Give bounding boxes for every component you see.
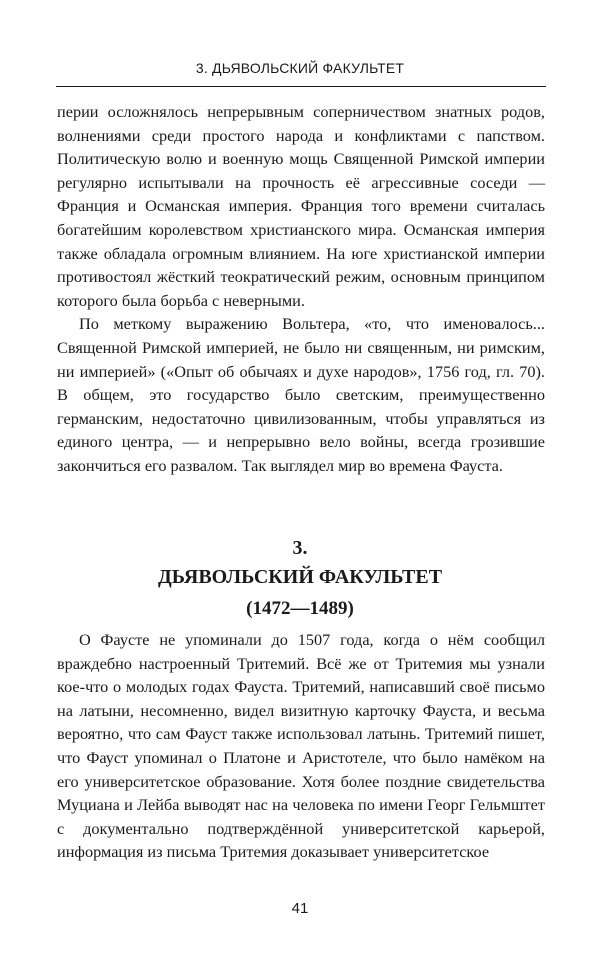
- chapter-number: 3.: [292, 537, 308, 559]
- paragraph-continuation: перии осложнялось непрерывным соперничеством знатных родов, волнениями среди простого народа и конфликтами с папством. Политическую волю и военную мощь Священной Римской империи регулярно испытывали на прочность её агрессивные соседи — Франция и Османская империя. Франция того времени считалась богатейшим королевством христианского мира. Османская империя также обладала огромным влиянием. На юге христианской империи противостоял жёсткий теократический режим, основным принципом которого была борьба с неверными.: [57, 102, 545, 310]
- paragraph-voltaire: По меткому выражению Вольтера, «то, что именовалось... Священной Римской империей, не было ни священным, ни римским, ни империей» («Опыт об обычаях и духе народов», 1756 год, гл. 70). В общем, это государство было светским, преимущественно германским, недостаточно цивилизованным, чтобы управляться из единого центра, — и непрерывно вело войны, всегда грозившие закончиться его развалом. Так выглядел мир во времена Фауста.: [57, 314, 545, 475]
- text-block-top: [57, 100, 545, 478]
- chapter-title: ДЬЯВОЛЬСКИЙ ФАКУЛЬТЕТ: [157, 566, 443, 588]
- header-rule: [56, 86, 546, 87]
- paragraph-trithemius: О Фаусте не упоминали до 1507 года, когда о нём сообщил враждебно настроенный Тритемий. Всё же от Тритемия мы узнали кое-что о молодых годах Фауста. Тритемий, написавший своё письмо на латыни, несомненно, видел визитную карточку Фауста, и весьма вероятно, что сам Фауст также использовал латынь. Тритемий пишет, что Фауст упоминал о Платоне и Аристотеле, что было намёком на его университетское образование. Хотя более поздние свидетельства Муциана и Лейба выводят нас на человека по имени Георг Гельмштет с документально подтверждённой университетской карьерой, информация из письма Тритемия доказывает университетское: [57, 630, 545, 862]
- page-number: 41: [291, 900, 309, 917]
- running-head: 3. ДЬЯВОЛЬСКИЙ ФАКУЛЬТЕТ: [195, 60, 405, 76]
- chapter-years: (1472—1489): [246, 598, 354, 619]
- text-block-bottom: [57, 628, 545, 864]
